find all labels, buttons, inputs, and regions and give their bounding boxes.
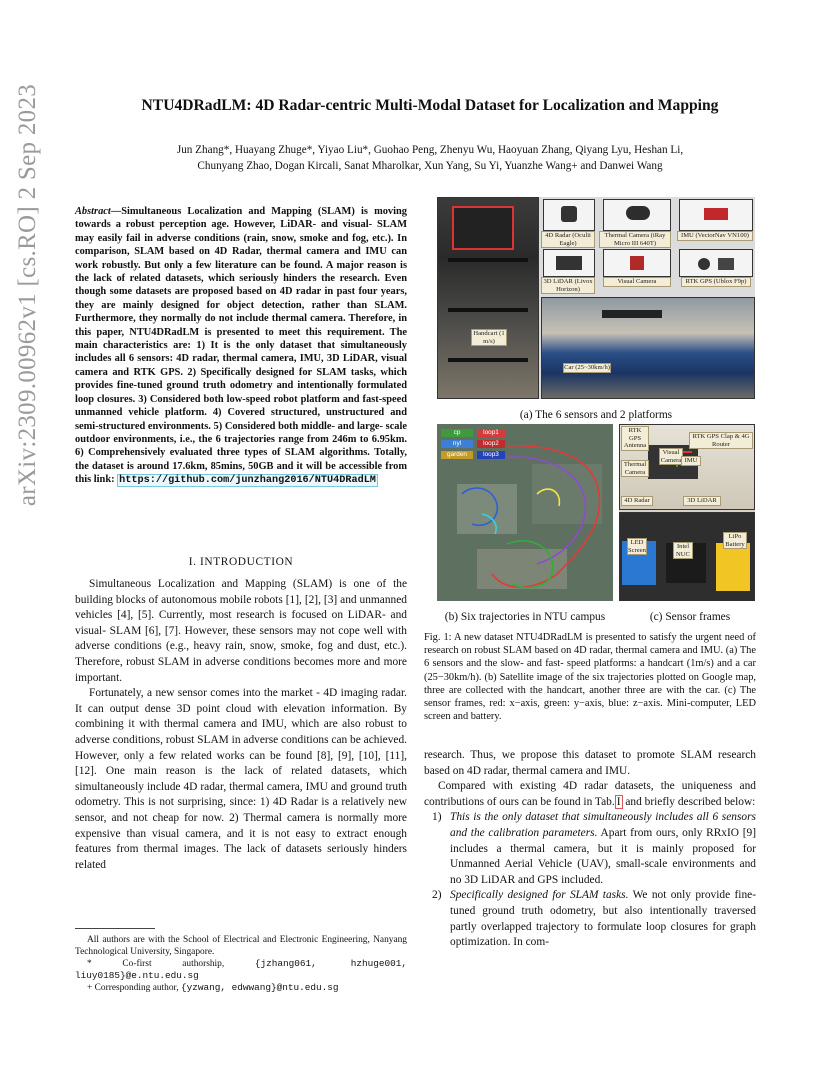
lidar-photo — [543, 249, 595, 277]
list-item: 2) Specifically designed for SLAM tasks. We not only provide fine-tuned ground truth odometry, but also intentionally traversed partly overlapped trajectory to formulate loop closures for graph optimization. In com- — [432, 889, 756, 949]
abstract-lead: Abstract— — [75, 206, 122, 217]
author-line: Jun Zhang*, Huayang Zhuge*, Yiyao Liu*, Guohao Peng, Zhenyu Wu, Haoyuan Zhang, Qiyang Lyu, Heshan Li, — [176, 144, 684, 156]
label-radar: 4D Radar (Oculii Eagle) — [541, 231, 595, 248]
caption-c: (c) Sensor frames — [649, 611, 731, 623]
figure-caption — [424, 631, 756, 723]
figure-a-sensors-platforms — [437, 197, 755, 399]
figure-caption-text: A new dataset NTU4DRadLM is presented to satisfy the urgent need of research on robust SLAM based on 4D radar, thermal camera and IMU. (a) The 6 sensors and the slow- and fast- speed platforms: a handcart (1m/s) and a car (25−30km/h). (b) Satellite image of the six trajectories plotted on Google map, three are collected with the handcart, another three are with the car. (c) The sensor frames, red: x−axis, green: y−axis, blue: z−axis. Mini-computer, LED screen and battery. — [424, 632, 756, 723]
paragraph: Compared with existing 4D radar datasets, the uniqueness and contributions of ours can be found in Tab. I and briefly described below: — [424, 780, 756, 808]
car-photo — [541, 297, 755, 399]
section-heading: I. INTRODUCTION — [188, 556, 294, 568]
radar-photo — [543, 199, 595, 231]
visual-camera-photo — [603, 249, 671, 277]
label-handcart: Handcart (1 m/s) — [471, 329, 507, 346]
label-rtk: RTK GPS (Ublox F9p) — [681, 277, 751, 287]
label-imu-c: IMU — [681, 456, 701, 466]
label-visual-camera-c: Visual Camera — [660, 449, 682, 464]
intro-paragraph: Fortunately, a new sensor comes into the market - 4D imaging radar. It can output dense 3D point cloud with elevation information. By combining it with thermal camera and IMU, which are also robust to adverse conditions, robust SLAM in adverse conditions can be achieved. However, only a few related works can be found [8], [9], [10], [11], [12]. One main reason is the lack of related datasets, which simultaneously include 4D radar, thermal camera, IMU and ground truth odometry. This is not surprising, since: 1) 4D Radar is a relatively new sensor, and not cheap for now. 2) Thermal camera is normally more expensive than visual camera, and it is not easy to extract enough features from thermal images. The lack of datasets seriously hinders related — [75, 687, 407, 871]
handcart-photo — [437, 197, 539, 399]
thermal-photo — [603, 199, 671, 231]
label-car: Car (25~30km/h) — [564, 364, 610, 371]
label-battery: LiPo Battery — [723, 532, 747, 549]
label-thermal: Thermal Camera (iRay Micro III 640T) — [599, 231, 671, 248]
github-link[interactable]: https://github.com/junzhang2016/NTU4DRadLM — [119, 475, 376, 487]
abstract-text: Simultaneous Localization and Mapping (SLAM) is moving towards a robust perception age. However, LiDAR- and visual- SLAM may easily fail in adverse conditions (rain, snow, smoke and fog, etc.). In comparison, SLAM based on 4D Radar, thermal camera and IMU can work robustly. But only a few literature can be found. A major reason is the lack of related datasets, which seriously hinders the research. Even though some datasets are proposed based on 4D radar in past four years, they are mainly designed for object detection, rather than SLAM. Furthermore, they normally do not include thermal camera. Therefore, in this paper, NTU4DRadLM is presented to meet this requirement. The main characteristics are: 1) It is the only dataset that simultaneously includes all 6 sensors: 4D radar, thermal camera, IMU, 3D LiDAR, visual camera and RTK GPS. 2) Specifically designed for SLAM tasks, which provides fine-tuned ground truth odometry and intentionally formulated loop closures. 3) Considered both low-speed robot platform and fast-speed unmanned vehicle platform. 4) Covered structured, unstructured and semi-structured environments. 5) Considered both middle- and large- scale outdoor environments, i.e., the 6 trajectories range from 246m to 6.95km. 6) Comprehensively evaluated three types of SLAM algorithms. Totally, the dataset is around 17.6km, 85mins, 50GB and it will be accessible from this link: — [75, 206, 407, 486]
legend-garden: garden — [441, 451, 473, 459]
paper-title: NTU4DRadLM: 4D Radar-centric Multi-Modal Dataset for Localization and Mapping — [141, 97, 719, 114]
figure-c-sensor-frames — [619, 424, 755, 601]
author-list — [100, 142, 760, 174]
label-led: LED Screen — [628, 539, 646, 554]
intro-body — [75, 577, 407, 873]
footnote-corresponding: + Corresponding author, {yzwang, edwwang}@ntu.edu.sg — [87, 982, 339, 993]
footnote-cofirst: * Co-first authorship, {jzhang061, hzhuge001, liuy0185}@e.ntu.edu.sg — [75, 958, 407, 981]
paragraph: research. Thus, we propose this dataset to promote SLAM research based on 4D radar, thermal camera and IMU. — [424, 749, 756, 777]
legend-loop3: loop3 — [477, 451, 505, 459]
figure-b-trajectories — [437, 424, 613, 601]
cofirst-emails: {jzhang061, hzhuge001, liuy0185}@e.ntu.edu.sg — [75, 958, 407, 981]
corresponding-emails: {yzwang, edwwang}@ntu.edu.sg — [180, 982, 339, 993]
legend-loop2: loop2 — [477, 440, 505, 448]
abstract — [75, 205, 407, 488]
label-radar-c: 4D Radar — [621, 496, 653, 506]
footnotes — [75, 934, 407, 994]
rtk-photo — [679, 249, 753, 277]
intro-paragraph: Simultaneous Localization and Mapping (SLAM) is one of the building blocks of autonomous mobile robots [1], [2], [3] and unmanned vehicles [4], [5]. Currently, most research is focused on LiDAR- and visual- SLAM [6], [7]. However, these sensors may not cope well with adverse conditions (e.g., heavy rain, snow, smoke, fog and dust, etc.). Therefore, robust SLAM in adverse conditions becomes more and more important. — [75, 578, 407, 684]
list-item: 1) This is the only dataset that simultaneously includes all 6 sensors and the calibration parameters. Apart from ours, only RRxIO [9] includes a thermal camera, but it is mainly proposed for Unmanned Aerial Vehicle (UAV), small-scale environments and no 3D LiDAR and GPS included. — [432, 811, 756, 886]
legend-cp: cp — [441, 429, 473, 437]
imu-photo — [679, 199, 753, 231]
caption-b: (b) Six trajectories in NTU campus — [444, 611, 606, 623]
label-nuc: Intel NUC — [673, 542, 693, 559]
footnote-rule — [75, 928, 155, 929]
label-imu: IMU (VectorNav VN100) — [677, 231, 753, 241]
legend-loop1: loop1 — [477, 429, 505, 437]
label-rtk-antenna: RTK GPS Antenna — [621, 426, 649, 451]
label-lidar: 3D LiDAR (Livox Horizon) — [541, 277, 595, 294]
author-line: Chunyang Zhao, Dogan Kircali, Sanat Mharolkar, Xun Yang, Su Yi, Yuanzhe Wang+ and Danwei Wang — [197, 160, 663, 172]
label-lidar-c: 3D LiDAR — [683, 496, 721, 506]
label-rtk-clap: RTK GPS Clap & 4G Router — [689, 432, 753, 449]
label-visual-camera: Visual Camera — [603, 277, 671, 287]
right-column-body — [424, 748, 756, 951]
footnote-affiliation: All authors are with the School of Electrical and Electronic Engineering, Nanyang Technological University, Singapore. — [75, 935, 407, 957]
caption-a: (a) The 6 sensors and 2 platforms — [519, 409, 673, 421]
table-ref-link[interactable]: I — [616, 795, 621, 808]
label-thermal-c: Thermal Camera — [621, 460, 649, 477]
figure-label: Fig. 1: — [424, 632, 452, 643]
legend-nyl: nyl — [441, 440, 473, 448]
